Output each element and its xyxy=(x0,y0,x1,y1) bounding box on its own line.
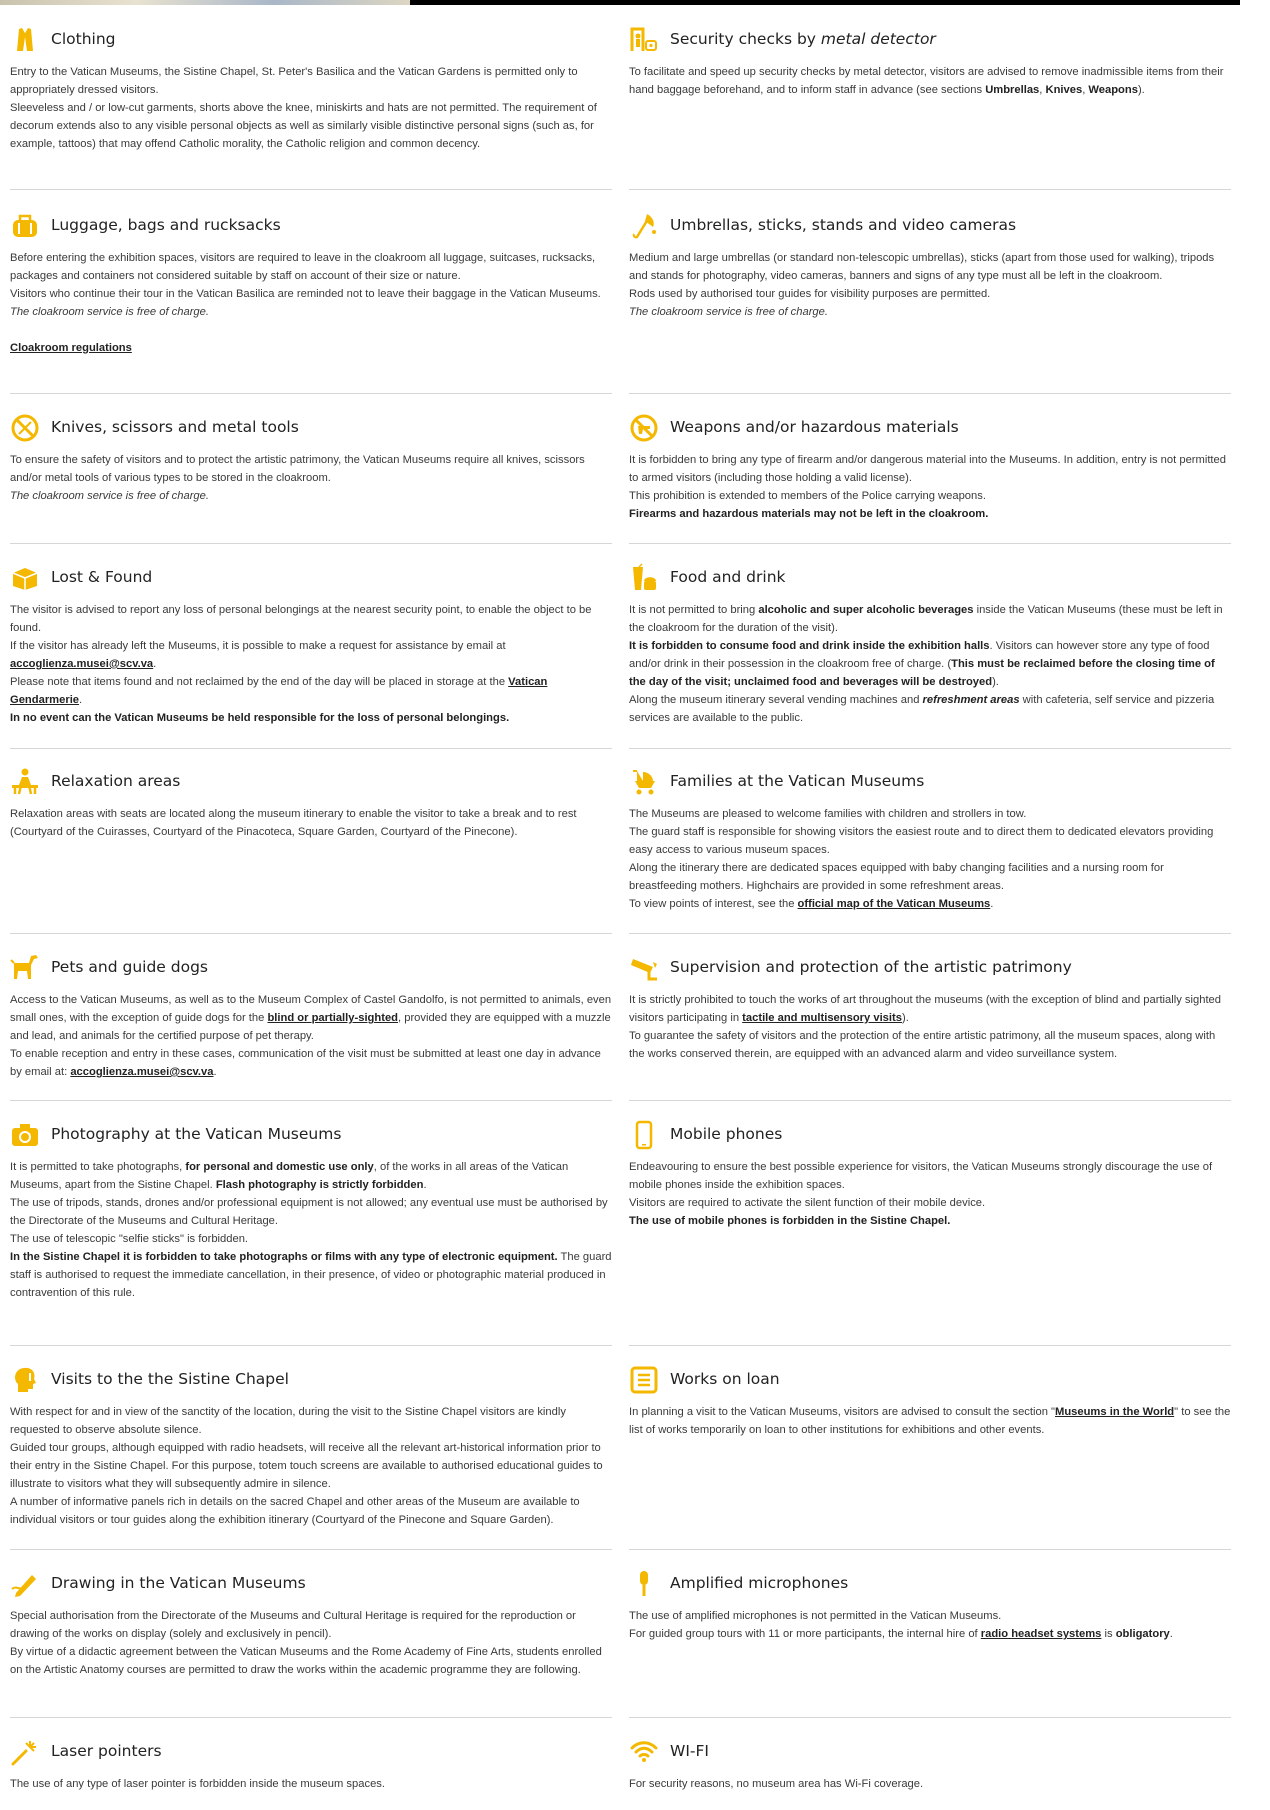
section-photography xyxy=(10,1120,612,1302)
tactile-visits-link[interactable]: tactile and multisensory visits xyxy=(742,1012,902,1024)
paragraph: The guard staff is responsible for showing visitors the easiest route and to direct them to dedicated elevators providing easy access to various museum spaces. xyxy=(629,826,1214,856)
section-weapons xyxy=(629,413,1231,523)
section-title: Supervision and protection of the artistic patrimony xyxy=(670,958,1072,976)
section-title: Clothing xyxy=(51,30,116,48)
divider xyxy=(629,1549,1231,1550)
paragraph xyxy=(10,1248,612,1302)
text: To enable reception and entry in these cases, communication of the visit must be submitted at least one day in advance by email at: xyxy=(10,1048,601,1078)
bold-text: It is forbidden to consume food and drink inside the exhibition halls xyxy=(629,640,990,652)
divider xyxy=(629,1717,1231,1718)
divider xyxy=(10,189,612,190)
section-title: Photography at the Vatican Museums xyxy=(51,1125,342,1143)
ref-knives: Knives xyxy=(1045,84,1083,96)
paragraph: The use of telescopic "selfie sticks" is forbidden. xyxy=(10,1233,249,1245)
microphone-icon xyxy=(629,1569,659,1599)
divider xyxy=(629,189,1231,190)
paragraph xyxy=(10,1045,612,1081)
title-emphasis: metal detector xyxy=(820,30,936,48)
section-title: Weapons and/or hazardous materials xyxy=(670,418,959,436)
divider xyxy=(10,1345,612,1346)
text: Access to the Vatican Museums, as well as to the Museum Complex of Castel Gandolfo, is not permitted to animals, even small ones, with the exception of guide dogs for the xyxy=(10,994,612,1024)
paragraph xyxy=(10,991,612,1045)
paragraph: Rods used by authorised tour guides for visibility purposes are permitted. xyxy=(629,288,991,300)
bold-text: Flash photography is strictly forbidden xyxy=(215,1179,424,1191)
title-text: Security checks by xyxy=(670,30,821,48)
silence-head-icon xyxy=(10,1365,40,1395)
section-title: Amplified microphones xyxy=(670,1574,849,1592)
paragraph xyxy=(629,303,1231,321)
section-title: Laser pointers xyxy=(51,1742,162,1760)
section-knives xyxy=(10,413,612,505)
paragraph xyxy=(10,673,612,709)
text: " to see the list of works temporarily on loan to other institutions for exhibitions and other events. xyxy=(629,1406,1231,1436)
text: It is not permitted to bring xyxy=(629,604,759,616)
text: ). xyxy=(992,676,999,688)
text: . Visitors can however store any type of food and/or drink in their possession in the cloakroom free of charge. ( xyxy=(629,640,1210,670)
paragraph xyxy=(629,1625,1231,1643)
section-title: Visits to the the Sistine Chapel xyxy=(51,1370,289,1388)
bold-text: In the Sistine Chapel it is forbidden to take photographs or films with any type of electronic equipment. xyxy=(10,1251,558,1263)
text: Along the museum itinerary several vending machines and xyxy=(629,694,923,706)
section-food-drink xyxy=(629,563,1231,727)
bag-icon xyxy=(10,211,40,241)
mobile-phone-icon xyxy=(629,1120,659,1150)
paragraph: Guided tour groups, although equipped with radio headsets, will receive all the relevant art-historical information prior to their entry in the Sistine Chapel. For this purpose, totem touch screens are available to authorised educational guides to illustrate to visitors what they will subsequently admire in silence. xyxy=(10,1442,603,1490)
bold-text: This must be reclaimed before the closing time of the day of the visit; unclaimed food and beverages will be destroyed xyxy=(629,658,1215,688)
pencil-drawing-icon xyxy=(10,1569,40,1599)
divider xyxy=(10,933,612,934)
paragraph: The use of any type of laser pointer is forbidden inside the museum spaces. xyxy=(10,1778,385,1790)
text: . xyxy=(990,898,994,910)
section-title: Families at the Vatican Museums xyxy=(670,772,925,790)
section-families xyxy=(629,767,1231,913)
bold-text: obligatory xyxy=(1115,1628,1170,1640)
metal-detector-icon xyxy=(629,25,659,55)
section-title xyxy=(670,30,936,48)
paragraph: The use of tripods, stands, drones and/or professional equipment is not allowed; any eventual use must be authorised by the Directorate of the Museums and Cultural Heritage. xyxy=(10,1197,608,1227)
no-knives-icon xyxy=(10,413,40,443)
radio-headset-link[interactable]: radio headset systems xyxy=(980,1628,1102,1640)
bold-text: for personal and domestic use only xyxy=(185,1161,374,1173)
text: ). xyxy=(901,1012,909,1024)
text: with cafeteria, self service and pizzeria services are available to the public. xyxy=(629,694,1215,724)
section-clothing xyxy=(10,25,612,153)
section-title: Pets and guide dogs xyxy=(51,958,209,976)
food-drink-icon xyxy=(629,563,659,593)
bold-text: The use of mobile phones is forbidden in the Sistine Chapel. xyxy=(629,1215,951,1227)
section-title: Food and drink xyxy=(670,568,786,586)
paragraph xyxy=(629,691,1231,727)
paragraph: Endeavouring to ensure the best possible experience for visitors, the Vatican Museums strongly discourage the use of mobile phones inside the exhibition spaces. xyxy=(629,1161,1213,1191)
frame-icon xyxy=(629,1365,659,1395)
blind-sighted-link[interactable]: blind or partially-sighted xyxy=(267,1012,398,1024)
text: inside the Vatican Museums (these must be left in the cloakroom for the duration of the visit). xyxy=(629,604,1223,634)
paragraph xyxy=(10,487,612,505)
text: . xyxy=(213,1066,217,1078)
bench-icon xyxy=(10,767,40,797)
ref-weapons: Weapons xyxy=(1088,84,1138,96)
paragraph: Visitors are required to activate the silent function of their mobile device. xyxy=(629,1197,986,1209)
divider xyxy=(629,1345,1231,1346)
divider xyxy=(629,933,1231,934)
paragraph: This prohibition is extended to members of the Police carrying weapons. xyxy=(629,490,986,502)
divider xyxy=(10,543,612,544)
divider xyxy=(629,748,1231,749)
umbrella-icon xyxy=(629,211,659,241)
text: , xyxy=(1082,84,1089,96)
text: Please note that items found and not reclaimed by the end of the day will be placed in storage at the xyxy=(10,676,509,688)
paragraph: Entry to the Vatican Museums, the Sistine Chapel, St. Peter's Basilica and the Vatican Gardens is permitted only to appropriately dressed visitors. xyxy=(10,66,578,96)
section-pets xyxy=(10,953,612,1081)
text: The guard staff is authorised to request the immediate cancellation, in their presence, of video or photographic material produced in contravention of this rule. xyxy=(10,1251,612,1299)
divider xyxy=(10,748,612,749)
vatican-gendarmerie-link[interactable]: Vatican Gendarmerie xyxy=(10,676,548,706)
divider xyxy=(10,1100,612,1101)
bold-text: alcoholic and super alcoholic beverages xyxy=(758,604,974,616)
paragraph xyxy=(629,1403,1231,1439)
paragraph xyxy=(629,505,1231,523)
section-lost-found xyxy=(10,563,612,727)
email-link[interactable]: accoglienza.musei@scv.va xyxy=(70,1066,214,1078)
section-relaxation xyxy=(10,767,612,841)
bold-italic-text: refreshment areas xyxy=(922,694,1020,706)
cctv-camera-icon xyxy=(629,953,659,983)
note: The cloakroom service is free of charge. xyxy=(10,306,209,318)
camera-icon xyxy=(10,1120,40,1150)
paragraph: Along the itinerary there are dedicated spaces equipped with baby changing facilities and a nursing room for breastfeeding mothers. Highchairs are provided in some refreshment areas. xyxy=(629,862,1164,892)
paragraph xyxy=(10,709,612,727)
paragraph: Sleeveless and / or low-cut garments, shorts above the knee, miniskirts and hats are not permitted. The requirement of decorum extends also to any visible personal objects as well as similarly visible distinctive personal signs (such as, for example, tattoos) that may offend Catholic morality, the Catholic religion and common decency. xyxy=(10,102,597,150)
wifi-icon xyxy=(629,1737,659,1767)
jacket-icon xyxy=(10,25,40,55)
divider xyxy=(10,1717,612,1718)
paragraph: The Museums are pleased to welcome families with children and strollers in tow. xyxy=(629,808,1027,820)
section-title: Mobile phones xyxy=(670,1125,783,1143)
bold-text: In no event can the Vatican Museums be held responsible for the loss of personal belongings. xyxy=(10,712,510,724)
divider xyxy=(629,1100,1231,1101)
section-title: WI-FI xyxy=(670,1742,709,1760)
paragraph: It is forbidden to bring any type of firearm and/or dangerous material into the Museums. In addition, entry is not permitted to armed visitors (including those holding a valid license). xyxy=(629,454,1226,484)
section-supervision xyxy=(629,953,1231,1063)
divider xyxy=(10,393,612,394)
section-sistine-chapel xyxy=(10,1365,612,1529)
section-title: Drawing in the Vatican Museums xyxy=(51,1574,306,1592)
paragraph: A number of informative panels rich in details on the sacred Chapel and other areas of the Museum are available to individual visitors or tour guides along the exhibition itinerary (Courtyard of the Pinecone and Square Garden). xyxy=(10,1496,580,1526)
laser-pointer-icon xyxy=(10,1737,40,1767)
section-title: Umbrellas, sticks, stands and video cameras xyxy=(670,216,1017,234)
text: To facilitate and speed up security checks by metal detector, visitors are advised to remove inadmissible items from their hand baggage beforehand, and to inform staff in advance (see sections xyxy=(629,66,1224,96)
paragraph: Special authorisation from the Directorate of the Museums and Cultural Heritage is required for the reproduction or drawing of the works on display (solely and exclusively in pencil). xyxy=(10,1610,576,1640)
top-banner-image-strip xyxy=(0,0,410,5)
cloakroom-regulations-link[interactable]: Cloakroom regulations xyxy=(10,342,132,354)
section-laser-pointers xyxy=(10,1737,612,1793)
text: is xyxy=(1101,1628,1116,1640)
paragraph: Visitors who continue their tour in the Vatican Basilica are reminded not to leave their baggage in the Vatican Museums. xyxy=(10,288,601,300)
text: It is permitted to take photographs, xyxy=(10,1161,186,1173)
paragraph xyxy=(629,601,1231,637)
paragraph: The use of amplified microphones is not permitted in the Vatican Museums. xyxy=(629,1610,1002,1622)
paragraph xyxy=(629,991,1231,1027)
note: The cloakroom service is free of charge. xyxy=(10,490,209,502)
paragraph xyxy=(10,1158,612,1194)
text: In planning a visit to the Vatican Museums, visitors are advised to consult the section " xyxy=(629,1406,1055,1418)
paragraph: By virtue of a didactic agreement between the Vatican Museums and the Rome Academy of Fine Arts, students enrolled on the Artistic Anatomy courses are permitted to draw the works within the academic programme they are following. xyxy=(10,1646,602,1676)
text: To view points of interest, see the xyxy=(629,898,798,910)
email-link[interactable]: accoglienza.musei@scv.va xyxy=(10,658,154,670)
section-title: Relaxation areas xyxy=(51,772,181,790)
paragraph: Before entering the exhibition spaces, visitors are required to leave in the cloakroom all luggage, suitcases, rucksacks, packages and containers not considered suitable by staff on account of their size or nature. xyxy=(10,252,596,282)
section-security-checks xyxy=(629,25,1231,99)
section-luggage xyxy=(10,211,612,357)
paragraph xyxy=(10,303,612,321)
divider xyxy=(629,543,1231,544)
paragraph xyxy=(10,339,612,357)
section-drawing xyxy=(10,1569,612,1679)
text: It is strictly prohibited to touch the works of art throughout the museums (with the exception of blind and partially sighted visitors participating in xyxy=(629,994,1222,1024)
section-works-on-loan xyxy=(629,1365,1231,1439)
paragraph xyxy=(629,1212,1231,1230)
note: The cloakroom service is free of charge. xyxy=(629,306,828,318)
paragraph: With respect for and in view of the sanctity of the location, during the visit to the Sistine Chapel visitors are kindly requested to observe absolute silence. xyxy=(10,1406,566,1436)
box-icon xyxy=(10,563,40,593)
text: , xyxy=(1039,84,1046,96)
text: . xyxy=(153,658,157,670)
paragraph: To ensure the safety of visitors and to protect the artistic patrimony, the Vatican Museums require all knives, scissors and/or metal tools of various types to be stored in the cloakroom. xyxy=(10,454,585,484)
section-mobile-phones xyxy=(629,1120,1231,1230)
paragraph xyxy=(629,895,1231,913)
divider xyxy=(10,1549,612,1550)
text: . xyxy=(423,1179,427,1191)
section-title: Luggage, bags and rucksacks xyxy=(51,216,281,234)
no-weapons-icon xyxy=(629,413,659,443)
paragraph: The visitor is advised to report any loss of personal belongings at the nearest security point, to enable the object to be found. xyxy=(10,604,592,634)
divider xyxy=(629,393,1231,394)
section-microphones xyxy=(629,1569,1231,1643)
dog-icon xyxy=(10,953,40,983)
official-map-link[interactable]: official map of the Vatican Museums xyxy=(797,898,991,910)
paragraph xyxy=(629,637,1231,691)
paragraph xyxy=(629,63,1231,99)
text: ). xyxy=(1137,84,1145,96)
text: , of the works in all areas of the Vatican Museums, apart from the Sistine Chapel. xyxy=(10,1161,569,1191)
text: . xyxy=(1169,1628,1173,1640)
section-umbrellas xyxy=(629,211,1231,321)
paragraph: Medium and large umbrellas (or standard non-telescopic umbrellas), sticks (apart from those used for walking), tripods and stands for photography, video cameras, banners and signs of any type must all be left in the cloakroom. xyxy=(629,252,1215,282)
stroller-icon xyxy=(629,767,659,797)
section-wifi xyxy=(629,1737,1231,1793)
section-title: Lost & Found xyxy=(51,568,153,586)
section-title: Works on loan xyxy=(670,1370,780,1388)
paragraph xyxy=(10,655,612,673)
paragraph: Relaxation areas with seats are located along the museum itinerary to enable the visitor to take a break and to rest (Courtyard of the Cuirasses, Courtyard of the Pinacoteca, Square Garden, Courtyard of the Pinecone). xyxy=(10,808,577,838)
ref-umbrellas: Umbrellas xyxy=(985,84,1040,96)
section-title: Knives, scissors and metal tools xyxy=(51,418,299,436)
bold-text: Firearms and hazardous materials may not be left in the cloakroom. xyxy=(629,508,989,520)
text: For guided group tours with 11 or more participants, the internal hire of xyxy=(629,1628,981,1640)
paragraph: If the visitor has already left the Museums, it is possible to make a request for assistance by email at xyxy=(10,640,506,652)
text: , provided they are equipped with a muzzle and lead, and animals for the certified purpose of pet therapy. xyxy=(10,1012,611,1042)
paragraph: To guarantee the safety of visitors and the protection of the entire artistic patrimony, all the museum spaces, along with the works conserved therein, are equipped with an advanced alarm and video surveillance system. xyxy=(629,1030,1216,1060)
museums-in-the-world-link[interactable]: Museums in the World xyxy=(1055,1406,1175,1418)
text: . xyxy=(79,694,83,706)
paragraph: For security reasons, no museum area has Wi-Fi coverage. xyxy=(629,1778,924,1790)
